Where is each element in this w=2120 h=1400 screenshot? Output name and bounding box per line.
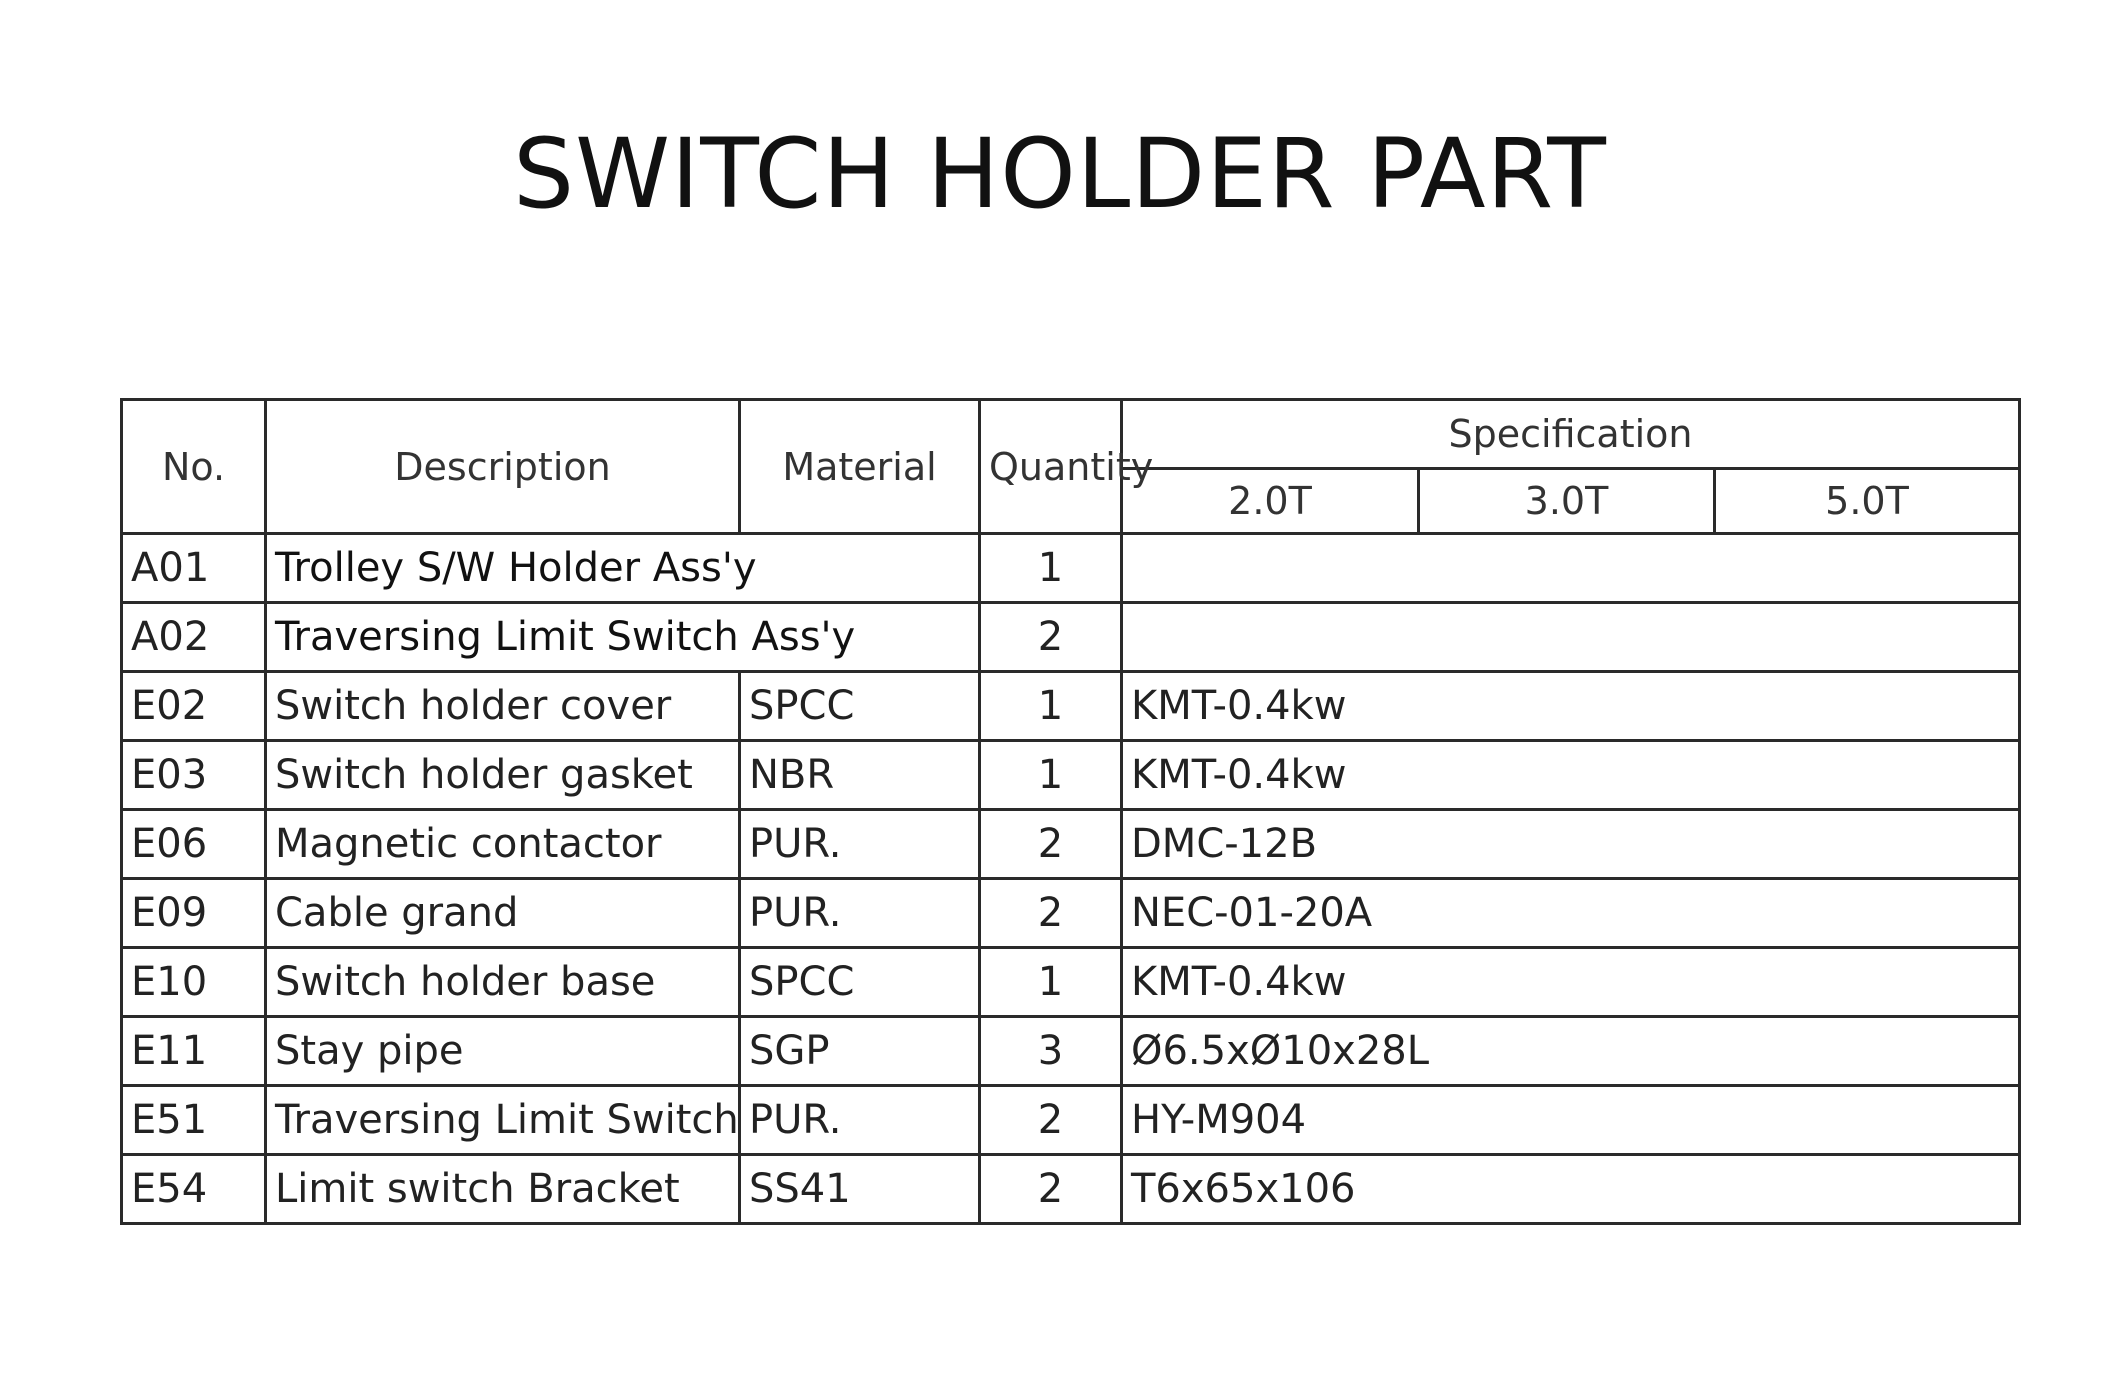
table-row xyxy=(122,741,2020,810)
cell-quantity: 1 xyxy=(980,672,1122,741)
cell-spec: Ø6.5xØ10x28L xyxy=(1122,1017,2020,1086)
header-spec-5t: 5.0T xyxy=(1715,469,2020,534)
cell-material: NBR xyxy=(740,741,980,810)
cell-description: Traversing Limit Switch Ass'y xyxy=(266,603,980,672)
cell-description: Cable grand xyxy=(266,879,740,948)
cell-description: Switch holder cover xyxy=(266,672,740,741)
cell-description: Switch holder base xyxy=(266,948,740,1017)
header-quantity: Quantity xyxy=(980,400,1122,534)
header-row xyxy=(122,400,2020,469)
cell-spec: T6x65x106 xyxy=(1122,1155,2020,1224)
cell-quantity: 3 xyxy=(980,1017,1122,1086)
cell-material: PUR. xyxy=(740,879,980,948)
table-row xyxy=(122,1017,2020,1086)
cell-description: Trolley S/W Holder Ass'y xyxy=(266,534,980,603)
cell-quantity: 2 xyxy=(980,879,1122,948)
table-row xyxy=(122,948,2020,1017)
table-row xyxy=(122,534,2020,603)
cell-quantity: 1 xyxy=(980,534,1122,603)
cell-no: A01 xyxy=(122,534,266,603)
cell-spec: KMT-0.4kw xyxy=(1122,948,2020,1017)
cell-material: SS41 xyxy=(740,1155,980,1224)
header-material: Material xyxy=(740,400,980,534)
header-description: Description xyxy=(266,400,740,534)
cell-quantity: 2 xyxy=(980,1086,1122,1155)
cell-spec xyxy=(1122,534,2020,603)
table-row xyxy=(122,603,2020,672)
cell-no: E11 xyxy=(122,1017,266,1086)
cell-no: E06 xyxy=(122,810,266,879)
cell-quantity: 2 xyxy=(980,810,1122,879)
cell-quantity: 2 xyxy=(980,1155,1122,1224)
cell-no: A02 xyxy=(122,603,266,672)
page-title: SWITCH HOLDER PART xyxy=(513,118,1607,230)
cell-no: E03 xyxy=(122,741,266,810)
cell-material: SPCC xyxy=(740,948,980,1017)
table-row xyxy=(122,1155,2020,1224)
cell-no: E51 xyxy=(122,1086,266,1155)
cell-material: SGP xyxy=(740,1017,980,1086)
cell-description: Switch holder gasket xyxy=(266,741,740,810)
cell-spec: DMC-12B xyxy=(1122,810,2020,879)
header-spec-2t: 2.0T xyxy=(1122,469,1419,534)
cell-quantity: 1 xyxy=(980,741,1122,810)
table-row xyxy=(122,810,2020,879)
cell-description: Magnetic contactor xyxy=(266,810,740,879)
cell-spec: HY-M904 xyxy=(1122,1086,2020,1155)
cell-no: E09 xyxy=(122,879,266,948)
table-row xyxy=(122,1086,2020,1155)
cell-description: Traversing Limit Switch xyxy=(266,1086,740,1155)
table-row xyxy=(122,672,2020,741)
cell-spec: NEC-01-20A xyxy=(1122,879,2020,948)
cell-no: E10 xyxy=(122,948,266,1017)
header-spec-3t: 3.0T xyxy=(1419,469,1715,534)
cell-spec: KMT-0.4kw xyxy=(1122,672,2020,741)
cell-material: PUR. xyxy=(740,1086,980,1155)
cell-description: Limit switch Bracket xyxy=(266,1155,740,1224)
cell-material: PUR. xyxy=(740,810,980,879)
header-no: No. xyxy=(122,400,266,534)
table-row xyxy=(122,879,2020,948)
cell-quantity: 1 xyxy=(980,948,1122,1017)
cell-description: Stay pipe xyxy=(266,1017,740,1086)
cell-material: SPCC xyxy=(740,672,980,741)
parts-table xyxy=(120,398,2021,1225)
cell-spec xyxy=(1122,603,2020,672)
cell-quantity: 2 xyxy=(980,603,1122,672)
cell-no: E02 xyxy=(122,672,266,741)
cell-spec: KMT-0.4kw xyxy=(1122,741,2020,810)
header-specification: Specification xyxy=(1122,400,2020,469)
cell-no: E54 xyxy=(122,1155,266,1224)
